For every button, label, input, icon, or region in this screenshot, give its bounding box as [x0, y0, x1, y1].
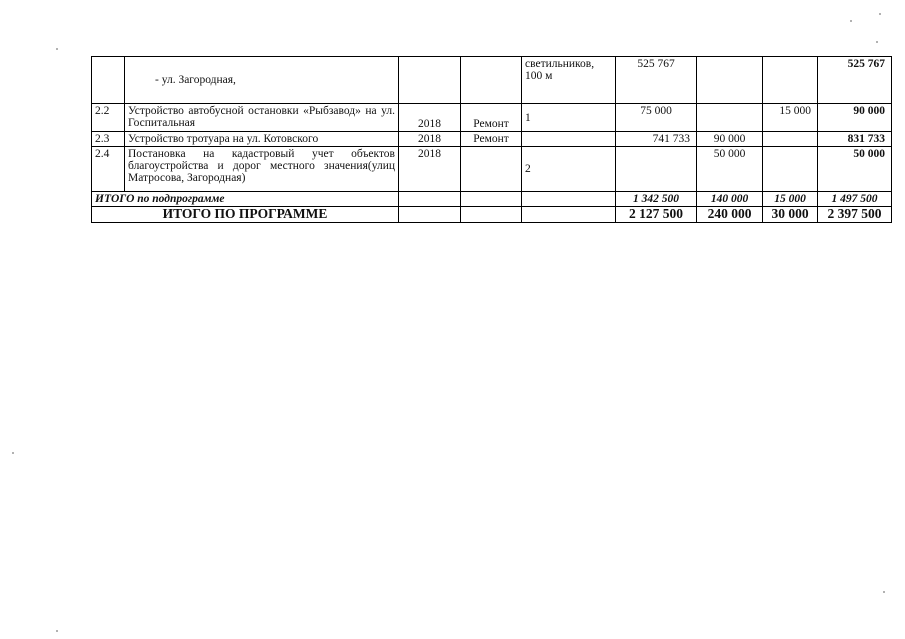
row-amount-2 [697, 57, 763, 104]
table-row [92, 104, 892, 132]
scan-speck [879, 13, 881, 15]
row-id [92, 57, 125, 104]
row-year [399, 57, 461, 104]
row-name: Устройство тротуара на ул. Котовского [125, 132, 399, 147]
grand-total-label: ИТОГО ПО ПРОГРАММЕ [92, 207, 399, 223]
row-qty: 2 [522, 147, 616, 192]
row-year: 2018 [399, 104, 461, 132]
row-qty: светильников, 100 м [522, 57, 616, 104]
subtotal-amount-3: 15 000 [763, 192, 818, 207]
row-amount-3: 15 000 [763, 104, 818, 132]
row-id: 2.2 [92, 104, 125, 132]
row-name: Постановка на кадастровый учет объектов благоустройства и дорог местного значения(улиц Матросова, Загородная) [125, 147, 399, 192]
scan-speck [850, 20, 852, 22]
row-amount-2: 90 000 [697, 132, 763, 147]
row-name: Устройство автобусной остановки «Рыбзавод» на ул. Госпитальная [125, 104, 399, 132]
row-amount-2: 50 000 [697, 147, 763, 192]
row-amount-1: 525 767 [616, 57, 697, 104]
empty-cell [522, 207, 616, 223]
subtotal-row [92, 192, 892, 207]
grand-total-amount-2: 240 000 [697, 207, 763, 223]
row-type [461, 147, 522, 192]
grand-total-amount-1: 2 127 500 [616, 207, 697, 223]
scan-speck [56, 48, 58, 50]
row-total: 50 000 [818, 147, 892, 192]
row-amount-2 [697, 104, 763, 132]
row-amount-1: 741 733 [616, 132, 697, 147]
row-type: Ремонт [461, 132, 522, 147]
row-name: - ул. Загородная, [125, 57, 399, 104]
program-budget-table [91, 56, 892, 223]
row-id: 2.4 [92, 147, 125, 192]
table-row [92, 132, 892, 147]
scan-speck [883, 591, 885, 593]
empty-cell [399, 192, 461, 207]
row-amount-1: 75 000 [616, 104, 697, 132]
row-type: Ремонт [461, 104, 522, 132]
row-year: 2018 [399, 132, 461, 147]
table-row [92, 57, 892, 104]
row-amount-3 [763, 57, 818, 104]
empty-cell [461, 207, 522, 223]
subtotal-amount-2: 140 000 [697, 192, 763, 207]
row-qty [522, 132, 616, 147]
subtotal-total: 1 497 500 [818, 192, 892, 207]
scan-speck [12, 452, 14, 454]
subtotal-amount-1: 1 342 500 [616, 192, 697, 207]
empty-cell [399, 207, 461, 223]
grand-total-row [92, 207, 892, 223]
row-total: 525 767 [818, 57, 892, 104]
scan-speck [56, 630, 58, 632]
row-amount-3 [763, 147, 818, 192]
scan-speck [876, 41, 878, 43]
row-total: 831 733 [818, 132, 892, 147]
row-type [461, 57, 522, 104]
row-total: 90 000 [818, 104, 892, 132]
grand-total-total: 2 397 500 [818, 207, 892, 223]
row-year: 2018 [399, 147, 461, 192]
table-row [92, 147, 892, 192]
row-amount-1 [616, 147, 697, 192]
subtotal-label: ИТОГО по подпрограмме [92, 192, 399, 207]
row-amount-3 [763, 132, 818, 147]
empty-cell [461, 192, 522, 207]
row-qty: 1 [522, 104, 616, 132]
row-id: 2.3 [92, 132, 125, 147]
grand-total-amount-3: 30 000 [763, 207, 818, 223]
empty-cell [522, 192, 616, 207]
